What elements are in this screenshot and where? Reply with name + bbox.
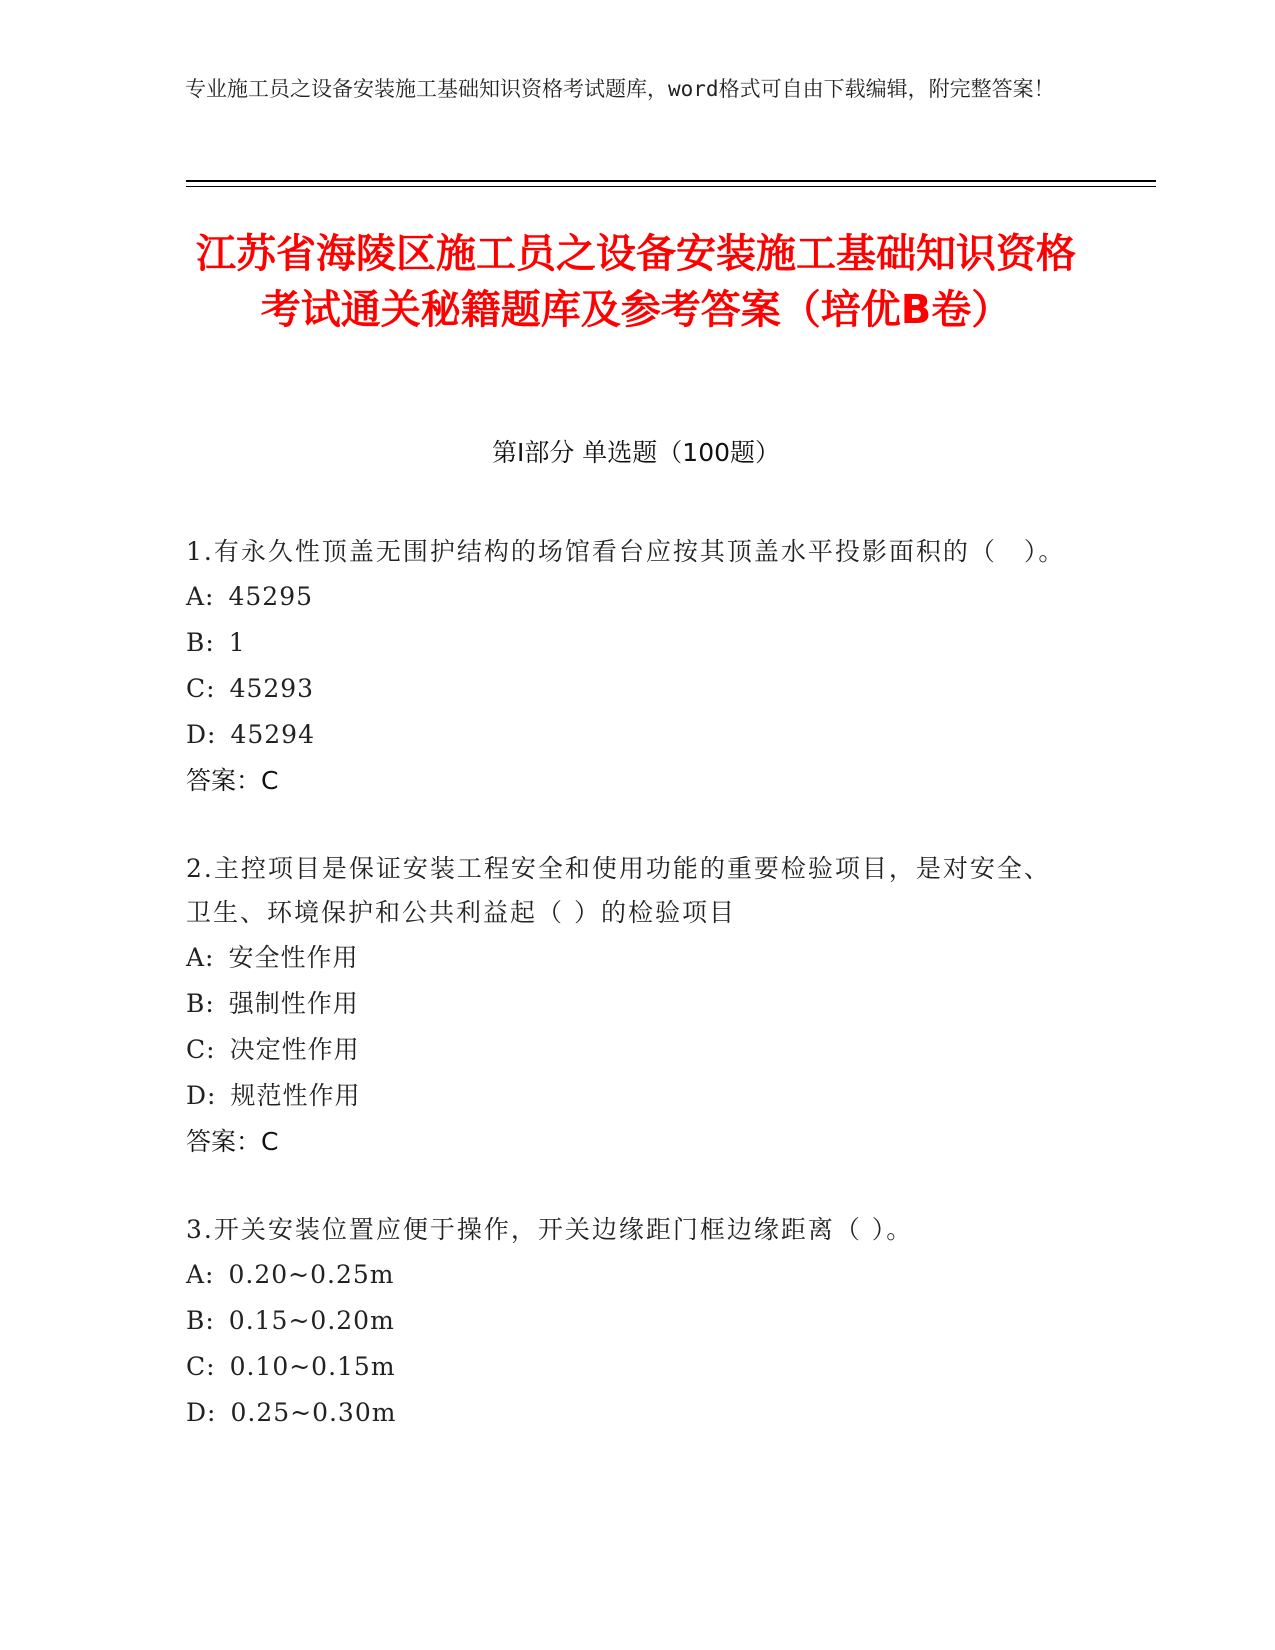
option-label: C: xyxy=(186,674,216,703)
option-label: D: xyxy=(186,1081,217,1110)
option-label: A: xyxy=(186,1260,215,1289)
question-item xyxy=(186,847,1066,1165)
option-label: D: xyxy=(186,720,217,749)
option-a xyxy=(186,935,1066,981)
option-b xyxy=(186,620,1066,666)
question-item xyxy=(186,530,1066,804)
option-text: 0.20~0.25m xyxy=(228,1260,395,1289)
option-c xyxy=(186,1027,1066,1073)
option-label: C: xyxy=(186,1352,216,1381)
option-label: B: xyxy=(186,1306,215,1335)
header-divider-thick xyxy=(186,180,1156,182)
option-d xyxy=(186,1073,1066,1119)
option-c xyxy=(186,666,1066,712)
option-b xyxy=(186,1298,1066,1344)
option-text: 45293 xyxy=(229,674,315,703)
option-label: D: xyxy=(186,1398,217,1427)
option-label: B: xyxy=(186,628,215,657)
option-text: 强制性作用 xyxy=(228,989,359,1018)
header-note: 专业施工员之设备安装施工基础知识资格考试题库，word格式可自由下载编辑，附完整答案！ xyxy=(185,77,1055,101)
option-text: 45295 xyxy=(228,582,314,611)
option-b xyxy=(186,981,1066,1027)
option-d xyxy=(186,712,1066,758)
option-a xyxy=(186,1252,1066,1298)
option-label: A: xyxy=(186,943,215,972)
question-list xyxy=(186,530,1066,1479)
option-label: B: xyxy=(186,989,215,1018)
option-text: 1 xyxy=(228,628,246,657)
question-stem: 3.开关安装位置应便于操作，开关边缘距门框边缘距离（ ）。 xyxy=(186,1215,914,1244)
question-stem: 2.主控项目是保证安装工程安全和使用功能的重要检验项目，是对安全、卫生、环境保护和公共利益起（ ）的检验项目 xyxy=(186,854,1051,927)
option-a xyxy=(186,574,1066,620)
option-text: 安全性作用 xyxy=(228,943,359,972)
option-text: 0.15~0.20m xyxy=(228,1306,395,1335)
option-text: 0.25~0.30m xyxy=(230,1398,397,1427)
option-text: 45294 xyxy=(230,720,315,749)
option-text: 决定性作用 xyxy=(229,1035,360,1064)
option-label: A: xyxy=(186,582,215,611)
option-d xyxy=(186,1390,1066,1436)
option-text: 0.10~0.15m xyxy=(229,1352,396,1381)
option-c xyxy=(186,1344,1066,1390)
answer-line: 答案：C xyxy=(186,1127,279,1156)
option-label: C: xyxy=(186,1035,216,1064)
question-item xyxy=(186,1208,1066,1436)
document-title: 江苏省海陵区施工员之设备安装施工基础知识资格考试通关秘籍题库及参考答案（培优B卷） xyxy=(196,231,1076,333)
option-text: 规范性作用 xyxy=(230,1081,361,1110)
answer-line: 答案：C xyxy=(186,766,279,795)
section-heading: 第I部分 单选题（100题） xyxy=(491,438,781,467)
header-divider-thin xyxy=(186,186,1156,187)
question-stem: 1.有永久性顶盖无围护结构的场馆看台应按其顶盖水平投影面积的（ ）。 xyxy=(186,537,1066,566)
